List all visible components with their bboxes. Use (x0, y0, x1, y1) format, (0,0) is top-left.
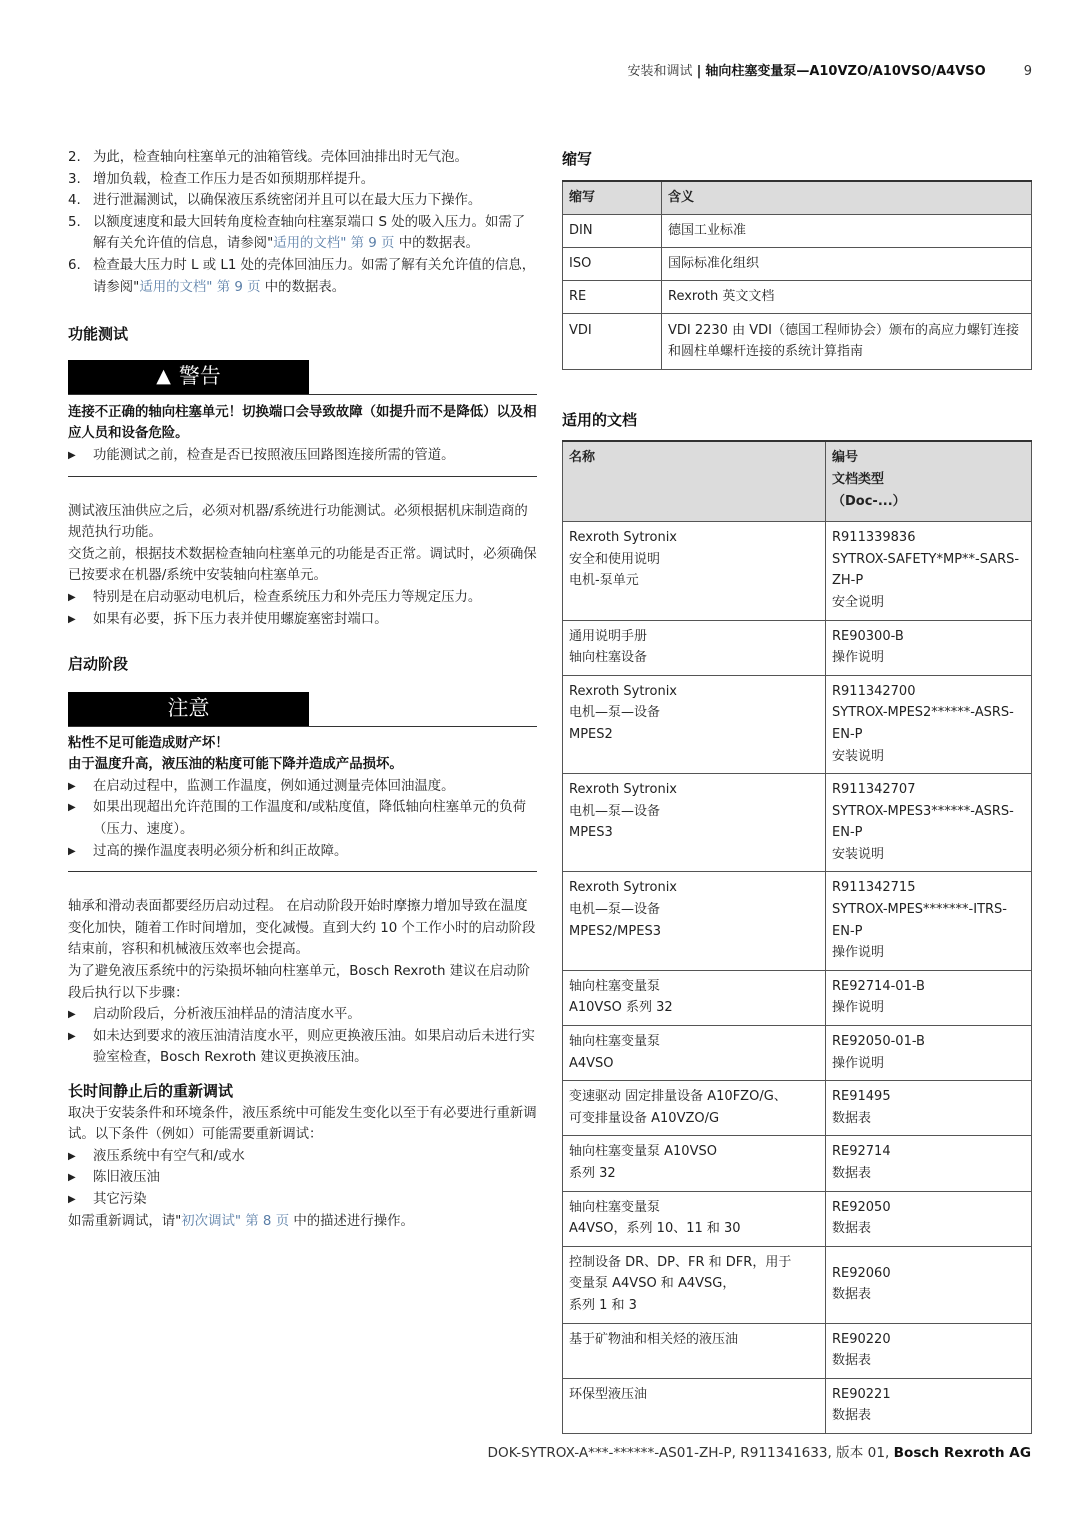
cell-line: RE90221 (832, 1386, 891, 1402)
table-cell: RE (563, 280, 662, 313)
cell-line: R911342707 (832, 782, 916, 798)
table-cell (563, 522, 826, 620)
list-item-text: 如果出现超出允许范围的工作温度和/或粘度值，降低轴向柱塞单元的负荷（压力、速度）。 (93, 800, 527, 838)
step-text: 为此，检查轴向柱塞单元的油箱管线。壳体回油排出时无气泡。 (93, 150, 468, 165)
table-cell (826, 872, 1032, 970)
recommission-text: 如需重新调试，请" (68, 1213, 182, 1229)
step-text: 增加负载，检查工作压力是否如预期那样提升。 (93, 171, 375, 187)
table-cell (563, 774, 826, 872)
startup-list (68, 1004, 538, 1069)
footer-doc-id: DOK-SYTROX-A***-******-AS01-ZH-P, R911341633, 版本 01, (487, 1445, 894, 1461)
header-product: 轴向柱塞变量泵—A10VZO/A10VSO/A4VSO (705, 64, 986, 79)
documents-table (562, 440, 1032, 1434)
column-header: 含义 (662, 181, 1032, 215)
table-row (563, 620, 1032, 675)
notice-bar (68, 692, 309, 726)
column-header: 缩写 (563, 181, 662, 215)
list-item (68, 587, 538, 609)
cell-line: Rexroth Sytronix (569, 530, 677, 546)
cell-line: Rexroth Sytronix (569, 880, 677, 896)
step-number: 6. (68, 257, 81, 273)
list-item-text: 启动阶段后，分析液压油样品的清洁度水平。 (93, 1007, 361, 1023)
table-cell (826, 774, 1032, 872)
cell-line: 系列 1 和 3 (569, 1297, 637, 1313)
cell-line: 操作说明 (832, 1055, 885, 1071)
cell-line: RE90300-B (832, 628, 904, 644)
table-row (563, 313, 1032, 369)
table-row (563, 1378, 1032, 1433)
table-cell: Rexroth 英文文档 (662, 280, 1032, 313)
table-row (563, 970, 1032, 1025)
table-row (563, 1026, 1032, 1081)
table-cell (826, 970, 1032, 1025)
warning-triangle-icon: ▲ (156, 364, 171, 387)
arrow-icon: ▶ (68, 613, 76, 625)
table-cell (563, 675, 826, 773)
step-item (68, 255, 538, 298)
cell-line: 变速驱动 固定排量设备 A10FZO/G、 (569, 1089, 787, 1105)
list-item-text: 功能测试之前，检查是否已按照液压回路图连接所需的管道。 (93, 447, 455, 463)
step-list (68, 147, 538, 298)
recommission-para-2 (68, 1211, 538, 1233)
cell-line: 安全和使用说明 (569, 551, 661, 567)
cell-line: R911342715 (832, 880, 916, 896)
notice-block (68, 692, 538, 873)
footer-company: Bosch Rexroth AG (893, 1445, 1031, 1461)
recommission-heading: 长时间静止后的重新调试 (68, 1082, 234, 1100)
arrow-icon: ▶ (68, 1009, 76, 1021)
step-number: 4. (68, 193, 81, 209)
list-item (68, 609, 538, 631)
table-row (563, 675, 1032, 773)
table-cell (826, 1323, 1032, 1378)
step-number: 3. (68, 171, 81, 187)
cell-line: 轴向柱塞变量泵 (569, 978, 661, 994)
list-item-text: 过高的操作温度表明必须分析和纠正故障。 (93, 843, 348, 859)
table-cell (563, 970, 826, 1025)
arrow-icon: ▶ (68, 1030, 76, 1042)
cell-line: 变量泵 A4VSO 和 A4VSG， (569, 1276, 736, 1292)
table-cell (563, 1026, 826, 1081)
notice-subtitle: 由于温度升高，液压油的粘度可能下降并造成产品损坏。 (68, 757, 403, 773)
functional-list (68, 587, 538, 630)
table-cell (563, 620, 826, 675)
list-item (68, 1026, 538, 1069)
step-text-tail: 中的数据表。 (260, 279, 346, 295)
table-cell (563, 1323, 826, 1378)
column-header: 名称 (563, 441, 826, 521)
arrow-icon: ▶ (68, 780, 76, 792)
list-item (68, 1004, 538, 1026)
cell-line: 数据表 (832, 1110, 872, 1126)
table-cell (826, 620, 1032, 675)
page-ref-link[interactable]: " 第 9 页 (206, 279, 261, 295)
warning-bar (68, 360, 309, 394)
cell-line: MPES2/MPES3 (569, 923, 661, 939)
step-text: 进行泄漏测试，以确保液压系统密闭并且可以在最大压力下操作。 (93, 193, 482, 209)
list-item (68, 1189, 538, 1211)
recommission-text-tail: 中的描述进行操作。 (289, 1213, 414, 1229)
step-text-tail: 中的数据表。 (394, 236, 480, 252)
list-item-text: 液压系统中有空气和/或水 (93, 1148, 245, 1164)
cell-line: 电机—泵—设备 (569, 902, 661, 918)
table-row (563, 247, 1032, 280)
list-item-text: 其它污染 (93, 1191, 147, 1207)
abbreviations-table (562, 180, 1032, 370)
step-number: 2. (68, 150, 81, 165)
column-header-line: 编号 (832, 450, 859, 466)
cell-line: 操作说明 (832, 945, 885, 961)
page-ref-link[interactable]: " 第 9 页 (340, 236, 395, 252)
arrow-icon: ▶ (68, 591, 76, 603)
table-cell (563, 1191, 826, 1246)
cell-line: 可变排量设备 A10VZO/G (569, 1110, 720, 1126)
arrow-icon: ▶ (68, 802, 76, 814)
table-cell (563, 1246, 826, 1323)
initial-commissioning-link[interactable]: 初次调试 (181, 1213, 235, 1229)
notice-title: 粘性不足可能造成财产坏！ (68, 735, 229, 751)
cell-line: MPES2 (569, 726, 613, 742)
step-item (68, 212, 538, 255)
cell-line: RE90220 (832, 1331, 891, 1347)
table-cell (563, 872, 826, 970)
column-header-line: （Doc-...） (832, 493, 906, 509)
table-row (563, 872, 1032, 970)
cell-line: 环保型液压油 (569, 1386, 648, 1402)
cell-line: SYTROX-MPES3******-ASRS-EN-P (832, 803, 1014, 841)
list-item (68, 1146, 538, 1168)
step-number: 5. (68, 214, 81, 230)
cell-line: 轴向柱塞设备 (569, 650, 648, 666)
startup-para-2: 为了避免液压系统中的污染损坏轴向柱塞单元，Bosch Rexroth 建议在启动阶段后执行以下步骤： (68, 964, 531, 1001)
cell-line: 轴向柱塞变量泵 (569, 1034, 661, 1050)
table-cell (826, 1246, 1032, 1323)
cell-line: 操作说明 (832, 650, 885, 666)
step-item (68, 147, 538, 169)
cell-line: 数据表 (832, 1166, 872, 1181)
cell-line: 系列 32 (569, 1166, 616, 1181)
applicable-docs-link[interactable]: 适用的文档 (139, 279, 207, 295)
arrow-icon: ▶ (68, 449, 76, 461)
list-item-text: 如果有必要，拆下压力表并使用螺旋塞密封端口。 (93, 611, 388, 627)
cell-line: 数据表 (832, 1221, 872, 1237)
cell-line: 电机-泵单元 (569, 573, 639, 589)
table-cell: ISO (563, 247, 662, 280)
list-item-text: 特别是在启动驱动电机后，检查系统压力和外壳压力等规定压力。 (93, 589, 482, 605)
arrow-icon: ▶ (68, 1172, 76, 1184)
table-cell (563, 1081, 826, 1136)
warning-text: 连接不正确的轴向柱塞单元！切换端口会导致故障（如提升而不是降低）以及相应人员和设备危险。 (68, 404, 537, 442)
list-item (68, 1167, 538, 1189)
table-cell: 国际标准化组织 (662, 247, 1032, 280)
table-row (563, 1081, 1032, 1136)
recommission-para-1: 取决于安装条件和环境条件，液压系统中可能发生变化以至于有必要进行重新调试。以下条件（例如）可能需要重新调试： (68, 1105, 537, 1143)
table-row (563, 214, 1032, 247)
arrow-icon: ▶ (68, 1193, 76, 1205)
list-item-text: 在启动过程中，监测工作温度，例如通过测量壳体回油温度。 (93, 778, 455, 794)
cell-line: MPES3 (569, 825, 613, 841)
cell-line: RE92060 (832, 1265, 891, 1281)
step-item (68, 190, 538, 212)
list-item (68, 841, 538, 863)
list-item (68, 776, 538, 798)
cell-line: Rexroth Sytronix (569, 782, 677, 798)
cell-line: SYTROX-MPES*******-ITRS-EN-P (832, 902, 1007, 939)
cell-line: 安装说明 (832, 748, 885, 764)
cell-line: A10VSO 系列 32 (569, 1000, 673, 1016)
cell-line: A4VSO (569, 1055, 614, 1071)
cell-line: 轴向柱塞变量泵 A10VSO (569, 1144, 717, 1160)
warning-list (68, 445, 538, 467)
table-cell (826, 675, 1032, 773)
table-cell: DIN (563, 214, 662, 247)
recommission-list (68, 1146, 538, 1211)
cell-line: 电机—泵—设备 (569, 705, 661, 721)
table-row (563, 1246, 1032, 1323)
cell-line: 安全说明 (832, 594, 885, 610)
cell-line: 通用说明手册 (569, 628, 648, 644)
functional-para-2: 交货之前，根据技术数据检查轴向柱塞单元的功能是否正常。调试时，必须确保已按要求在机器/系统中安装轴向柱塞单元。 (68, 546, 537, 584)
cell-line: SYTROX-MPES2******-ASRS-EN-P (832, 705, 1014, 742)
table-cell (826, 1136, 1032, 1191)
page-ref-link[interactable]: " 第 8 页 (234, 1213, 290, 1229)
startup-heading: 启动阶段 (68, 655, 129, 674)
table-cell (826, 522, 1032, 620)
table-row (563, 774, 1032, 872)
header-section: 安装和调试 (627, 64, 693, 79)
table-cell: 德国工业标准 (662, 214, 1032, 247)
table-cell (563, 1136, 826, 1191)
table-cell: VDI 2230 由 VDI（德国工程师协会）颁布的高应力螺钉连接和圆柱单螺杆连接的系统计算指南 (662, 313, 1032, 369)
right-column (562, 147, 1032, 1434)
table-cell (826, 1081, 1032, 1136)
cell-line: 轴向柱塞变量泵 (569, 1199, 661, 1215)
startup-para-1: 轴承和滑动表面都要经历启动过程。 在启动阶段开始时摩擦力增加导致在温度变化加快，随着工作时间增加，变化减慢。直到大约 10 个工作小时的启动阶段结束前，容积和机械液压效率也会提高。 (68, 899, 536, 958)
cell-line: 数据表 (832, 1408, 872, 1424)
column-header-line: 文档类型 (832, 471, 885, 487)
table-cell (826, 1378, 1032, 1433)
cell-line: 数据表 (832, 1353, 872, 1369)
notice-label: 注意 (167, 695, 210, 720)
step-text: 以额度速度和最大回转角度检查轴向柱塞泵端口 S 处的吸入压力。如需了解有关允许值的信息，请参阅" (93, 214, 526, 252)
page-number: 9 (1023, 64, 1032, 79)
table-row (563, 1323, 1032, 1378)
table-cell (826, 1191, 1032, 1246)
functional-para-1: 测试液压油供应之后，必须对机器/系统进行功能测试。必须根据机床制造商的规范执行功能。 (68, 503, 528, 541)
list-item (68, 797, 538, 840)
cell-line: 基于矿物油和相关烃的液压油 (569, 1331, 739, 1347)
arrow-icon: ▶ (68, 845, 76, 857)
list-item-text: 如未达到要求的液压油清洁度水平，则应更换液压油。如果启动后未进行实验室检查，Bosch Rexroth 建议更换液压油。 (93, 1028, 535, 1066)
notice-list (68, 776, 538, 862)
abbreviations-heading: 缩写 (562, 150, 593, 168)
left-column (68, 147, 538, 1232)
warning-label: 警告 (178, 363, 221, 388)
table-row (563, 280, 1032, 313)
cell-line: R911339836 (832, 530, 916, 546)
page-footer (488, 1443, 1031, 1465)
table-header-row (563, 181, 1032, 215)
list-item (68, 445, 538, 467)
cell-line: RE91495 (832, 1089, 891, 1105)
cell-line: SYTROX-SAFETY*MP**-SARS-ZH-P (832, 551, 1020, 589)
cell-line: 数据表 (832, 1287, 872, 1303)
applicable-docs-link[interactable]: 适用的文档 (273, 236, 341, 252)
arrow-icon: ▶ (68, 1150, 76, 1162)
step-text: 检查最大压力时 L 或 L1 处的壳体回油压力。如需了解有关允许值的信息，请参阅" (93, 257, 536, 295)
functional-test-heading: 功能测试 (68, 325, 129, 344)
cell-line: RE92050-01-B (832, 1034, 925, 1050)
table-cell (563, 1378, 826, 1433)
table-header-row (563, 441, 1032, 521)
cell-line: RE92714 (832, 1144, 891, 1160)
cell-line: R911342700 (832, 683, 916, 699)
list-item-text: 陈旧液压油 (93, 1170, 160, 1186)
table-row (563, 1136, 1032, 1191)
table-cell: VDI (563, 313, 662, 369)
table-cell (826, 1026, 1032, 1081)
warning-block (68, 360, 538, 477)
table-row (563, 1191, 1032, 1246)
documents-heading: 适用的文档 (562, 410, 638, 429)
cell-line: 电机—泵—设备 (569, 803, 661, 819)
header-separator: | (696, 64, 702, 79)
column-header (826, 441, 1032, 521)
cell-line: 安装说明 (832, 846, 885, 862)
page-header (628, 62, 1032, 82)
step-item (68, 169, 538, 191)
cell-line: A4VSO，系列 10、11 和 30 (569, 1221, 741, 1237)
cell-line: RE92714-01-B (832, 978, 925, 994)
cell-line: 操作说明 (832, 1000, 885, 1016)
cell-line: 控制设备 DR、DP、FR 和 DFR，用于 (569, 1254, 792, 1270)
cell-line: RE92050 (832, 1199, 891, 1215)
cell-line: Rexroth Sytronix (569, 683, 677, 699)
table-row (563, 522, 1032, 620)
